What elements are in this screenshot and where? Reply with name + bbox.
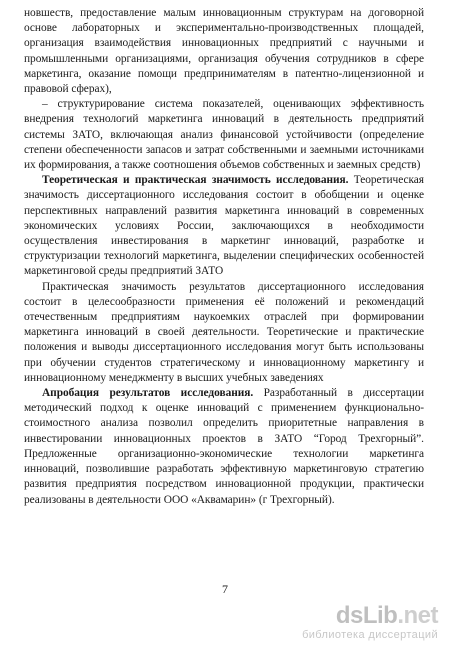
watermark-logo-tld: .net bbox=[397, 602, 438, 629]
paragraph-continuation: новшеств, предоставление малым инновационным структурам на договорной основе лабораторных и экспериментально-производственных площадей, организация взаимодействия инновационных предприятий с научными и промышленными организациями, организация обучения сотрудников в сфере маркетинга, оказание помощи предпринимателям в патентно-лицензионной и правовой сферах), bbox=[24, 7, 424, 96]
watermark bbox=[302, 603, 438, 641]
section-heading-approbation: Апробация результатов исследования. bbox=[42, 387, 254, 400]
paragraph-significance-body: Теоретическая значимость диссертационного исследования состоит в обобщении и оценке перспективных направлений развития маркетинга инноваций в современных экономических условиях России, заключающихся в необходимости осуществления инвестирования в маркетинг инноваций, разработке и структуризации технологий маркетинга, выделении специфических особенностей маркетинговой среды предприятий ЗАТО bbox=[24, 174, 424, 278]
paragraph-significance bbox=[24, 173, 424, 279]
paragraph-approbation bbox=[24, 386, 424, 508]
watermark-subtitle: библиотека диссертаций bbox=[302, 629, 438, 641]
paragraph-approbation-body: Разработанный в диссертации методический подход к оценке инноваций с применением функционально-стоимостного анализа позволил определить приоритетные направления в инвестировании инновационных проектов в ЗАТО “Город Трехгорный”. Предложенные организационно-экономические технологии маркетинга инноваций, позволившие разработать эффективную маркетинговую стратегию развития предприятия посредством инновационной продукции, практически реализованы в деятельности ООО «Аквамарин» (г Трехгорный). bbox=[24, 387, 424, 506]
paragraph-list-item: – структурирование система показателей, оценивающих эффективность внедрения технологий маркетинга инноваций в деятельность предприятий системы ЗАТО, включающая анализ финансовой устойчивости (определение степени обеспеченности запасов и затрат собственными и заемными источниками их формирования, а также соотношения объемов собственных и заемных средств) bbox=[24, 98, 424, 172]
page-number: 7 bbox=[222, 582, 228, 596]
section-heading-significance: Теоретическая и практическая значимость исследования. bbox=[42, 174, 349, 187]
watermark-logo bbox=[302, 603, 438, 629]
document-page bbox=[24, 6, 424, 508]
paragraph-practical: Практическая значимость результатов диссертационного исследования состоит в целесообразности применения её положений и рекомендаций отечественным предприятиям наукоемких отраслей при формировании маркетинга инноваций в своей деятельности. Теоретические и практические положения и выводы диссертационного исследования могут быть использованы при обучении студентов стратегическому и инновационному маркетингу и инновационному менеджменту в высших учебных заведениях bbox=[24, 280, 424, 384]
watermark-logo-main: dsLib bbox=[335, 602, 398, 629]
